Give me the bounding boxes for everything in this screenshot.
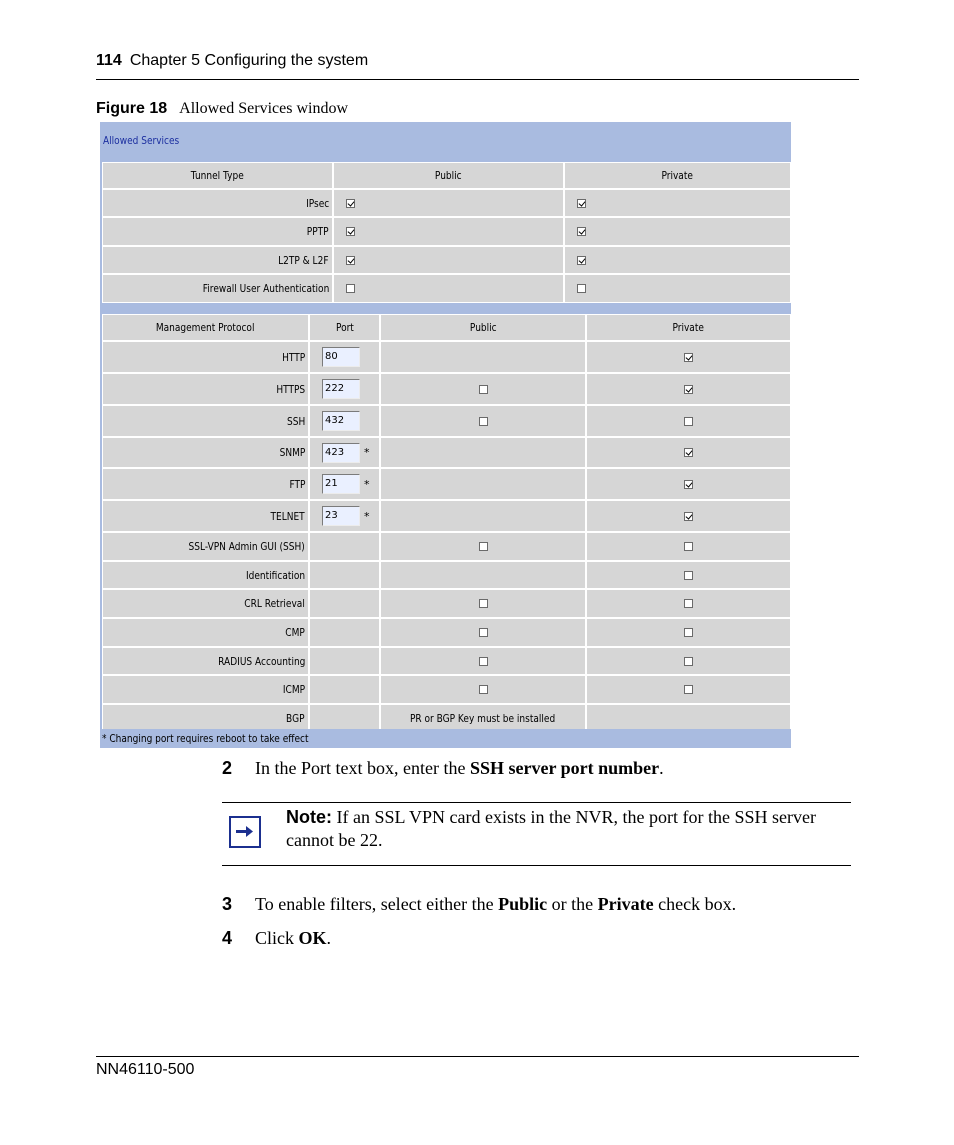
protocol-public-cell[interactable]	[380, 618, 586, 647]
protocol-name: RADIUS Accounting	[217, 654, 305, 668]
step-text-post: check box.	[653, 894, 737, 914]
tunnel-private-checkbox[interactable]	[577, 256, 586, 265]
figure-caption-text: Allowed Services window	[179, 100, 348, 117]
port-cell	[309, 561, 380, 589]
protocol-private-cell	[586, 704, 791, 732]
protocol-row-label	[102, 561, 309, 589]
column-header: Private	[661, 169, 694, 182]
tunnel-type-name: Firewall User Authentication	[202, 282, 329, 295]
protocol-public-checkbox[interactable]	[479, 657, 488, 666]
column-header: Public	[435, 169, 462, 182]
protocol-name: FTP	[289, 477, 305, 491]
protocol-name: CMP	[285, 626, 305, 639]
port-cell	[309, 618, 380, 647]
port-input[interactable]: 80	[322, 347, 360, 367]
port-field-wrapper	[310, 347, 360, 367]
document-number: NN46110-500	[96, 1061, 195, 1078]
column-header: Management Protocol	[156, 321, 255, 334]
tunnel-public-checkbox[interactable]	[346, 227, 355, 236]
step-4	[222, 928, 822, 952]
protocol-name: CRL Retrieval	[244, 597, 305, 610]
tunnel-public-cell[interactable]	[333, 246, 564, 274]
protocol-name: TELNET	[270, 509, 305, 523]
reboot-required-marker: *	[364, 477, 370, 491]
tunnel-private-cell[interactable]	[564, 217, 791, 246]
step-text-bold: OK	[298, 928, 327, 948]
protocol-name: HTTPS	[276, 382, 305, 396]
protocol-private-checkbox[interactable]	[684, 480, 693, 489]
note-text	[286, 806, 846, 852]
note-top-rule	[222, 802, 851, 803]
step-number: 3	[222, 894, 233, 914]
footer-rule	[96, 1056, 859, 1057]
management-header-1	[309, 314, 380, 341]
management-header-3	[586, 314, 791, 341]
allowed-services-window	[100, 122, 791, 748]
protocol-private-cell[interactable]	[586, 589, 791, 618]
protocol-private-cell[interactable]	[586, 405, 791, 437]
step-3	[222, 894, 822, 918]
tunnel-public-checkbox[interactable]	[346, 199, 355, 208]
protocol-name: SNMP	[279, 446, 305, 459]
port-cell[interactable]	[309, 468, 380, 500]
protocol-private-checkbox[interactable]	[684, 657, 693, 666]
protocol-name: SSH	[286, 414, 305, 428]
step-text-bold-public: Public	[498, 894, 548, 914]
protocol-private-checkbox[interactable]	[684, 448, 693, 457]
tunnel-row-label	[102, 217, 333, 246]
protocol-private-cell[interactable]	[586, 561, 791, 589]
protocol-private-cell[interactable]	[586, 618, 791, 647]
step-text	[255, 758, 664, 779]
port-input[interactable]: 423	[322, 443, 360, 463]
port-cell	[309, 532, 380, 561]
protocol-row-label	[102, 500, 309, 532]
window-title: Allowed Services	[103, 134, 180, 147]
protocol-private-checkbox[interactable]	[684, 685, 693, 694]
step-text-post: .	[326, 928, 332, 948]
footnote-bar	[100, 729, 791, 748]
window-title-bar	[100, 122, 791, 162]
port-input[interactable]: 21	[322, 474, 360, 494]
step-2	[222, 758, 822, 782]
bgp-requirement-note: PR or BGP Key must be installed	[410, 711, 556, 725]
protocol-public-cell	[380, 704, 586, 732]
tunnel-header-1	[333, 162, 564, 189]
protocol-public-cell[interactable]	[380, 405, 586, 437]
tunnel-type-name: PPTP	[307, 225, 329, 238]
chapter-title: Chapter 5 Configuring the system	[129, 52, 369, 69]
tunnel-row-label	[102, 274, 333, 303]
arrow-right-icon	[229, 816, 261, 848]
tunnel-row-label	[102, 246, 333, 274]
port-input[interactable]: 23	[322, 506, 360, 526]
port-field-wrapper	[310, 379, 360, 399]
step-number: 2	[222, 758, 233, 778]
protocol-name: HTTP	[281, 350, 305, 364]
protocol-public-checkbox[interactable]	[479, 685, 488, 694]
tunnel-public-checkbox[interactable]	[346, 256, 355, 265]
tunnel-type-name: L2TP & L2F	[278, 253, 329, 267]
protocol-row-label	[102, 618, 309, 647]
step-number: 4	[222, 928, 233, 948]
tunnel-private-checkbox[interactable]	[577, 284, 586, 293]
note-body: If an SSL VPN card exists in the NVR, the port for the SSH server cannot be 22.	[286, 807, 816, 850]
protocol-public-cell[interactable]	[380, 589, 586, 618]
tunnel-private-cell[interactable]	[564, 189, 791, 217]
port-field-wrapper	[310, 474, 370, 494]
protocol-public-cell	[380, 437, 586, 468]
protocol-row-label	[102, 373, 309, 405]
protocol-public-cell	[380, 500, 586, 532]
protocol-private-cell[interactable]	[586, 437, 791, 468]
protocol-public-cell[interactable]	[380, 373, 586, 405]
column-header: Private	[672, 321, 705, 334]
figure-caption	[96, 100, 348, 118]
port-cell[interactable]	[309, 405, 380, 437]
protocol-private-cell[interactable]	[586, 647, 791, 675]
protocol-private-cell[interactable]	[586, 675, 791, 704]
protocol-row-label	[102, 405, 309, 437]
running-header	[96, 52, 368, 70]
port-input[interactable]: 432	[322, 411, 360, 431]
footnote-text: * Changing port requires reboot to take effect	[102, 732, 309, 745]
protocol-name: Identification	[245, 568, 305, 582]
protocol-public-cell[interactable]	[380, 532, 586, 561]
tunnel-private-cell[interactable]	[564, 274, 791, 303]
reboot-required-marker: *	[364, 446, 370, 459]
protocol-name: ICMP	[282, 683, 305, 696]
protocol-public-cell[interactable]	[380, 675, 586, 704]
port-field-wrapper	[310, 411, 360, 431]
protocol-row-label	[102, 437, 309, 468]
port-input[interactable]: 222	[322, 379, 360, 399]
note-bottom-rule	[222, 865, 851, 866]
tunnel-type-name: IPsec	[305, 196, 329, 210]
protocol-name: SSL-VPN Admin GUI (SSH)	[188, 540, 305, 553]
protocol-public-cell	[380, 468, 586, 500]
port-field-wrapper	[310, 443, 370, 463]
protocol-row-label	[102, 532, 309, 561]
protocol-private-checkbox[interactable]	[684, 571, 693, 580]
tunnel-header-2	[564, 162, 791, 189]
management-header-0	[102, 314, 309, 341]
port-cell	[309, 589, 380, 618]
step-text-post: .	[659, 758, 664, 778]
protocol-public-checkbox[interactable]	[479, 628, 488, 637]
protocol-name: BGP	[286, 711, 305, 725]
port-cell	[309, 647, 380, 675]
protocol-public-checkbox[interactable]	[479, 599, 488, 608]
protocol-public-cell	[380, 341, 586, 373]
port-field-wrapper	[310, 506, 370, 526]
port-cell[interactable]	[309, 437, 380, 468]
protocol-private-checkbox[interactable]	[684, 512, 693, 521]
step-text	[255, 928, 331, 949]
protocol-row-label	[102, 704, 309, 732]
protocol-private-cell[interactable]	[586, 532, 791, 561]
protocol-private-checkbox[interactable]	[684, 599, 693, 608]
tunnel-public-checkbox[interactable]	[346, 284, 355, 293]
protocol-row-label	[102, 675, 309, 704]
tunnel-public-cell[interactable]	[333, 217, 564, 246]
port-cell[interactable]	[309, 500, 380, 532]
step-text-pre: In the Port text box, enter the	[255, 758, 470, 778]
protocol-row-label	[102, 647, 309, 675]
page-number: 114	[96, 52, 122, 69]
tunnel-public-cell[interactable]	[333, 274, 564, 303]
management-header-2	[380, 314, 586, 341]
protocol-private-checkbox[interactable]	[684, 628, 693, 637]
port-cell	[309, 704, 380, 732]
protocol-private-cell[interactable]	[586, 500, 791, 532]
protocol-row-label	[102, 341, 309, 373]
protocol-public-checkbox[interactable]	[479, 542, 488, 551]
step-text-mid: or the	[547, 894, 598, 914]
protocol-private-checkbox[interactable]	[684, 542, 693, 551]
step-text-pre: To enable filters, select either the	[255, 894, 499, 914]
step-text-bold-private: Private	[597, 894, 654, 914]
tunnel-header-0	[102, 162, 333, 189]
port-cell[interactable]	[309, 373, 380, 405]
protocol-private-checkbox[interactable]	[684, 417, 693, 426]
protocol-private-checkbox[interactable]	[684, 385, 693, 394]
protocol-row-label	[102, 468, 309, 500]
tunnel-private-checkbox[interactable]	[577, 199, 586, 208]
protocol-public-checkbox[interactable]	[479, 417, 488, 426]
protocol-private-cell[interactable]	[586, 341, 791, 373]
protocol-private-cell[interactable]	[586, 373, 791, 405]
step-text-bold: SSH server port number	[469, 758, 660, 778]
protocol-row-label	[102, 589, 309, 618]
protocol-private-cell[interactable]	[586, 468, 791, 500]
tunnel-private-checkbox[interactable]	[577, 227, 586, 236]
tunnel-private-cell[interactable]	[564, 246, 791, 274]
header-rule	[96, 79, 859, 80]
column-header: Public	[469, 321, 497, 334]
port-cell[interactable]	[309, 341, 380, 373]
protocol-private-checkbox[interactable]	[684, 353, 693, 362]
figure-label: Figure 18	[96, 100, 168, 117]
port-cell	[309, 675, 380, 704]
tunnel-public-cell[interactable]	[333, 189, 564, 217]
note-label: Note:	[286, 807, 332, 827]
step-text	[255, 894, 736, 915]
reboot-required-marker: *	[364, 509, 370, 523]
tunnel-row-label	[102, 189, 333, 217]
protocol-public-checkbox[interactable]	[479, 385, 488, 394]
column-header: Port	[335, 321, 354, 334]
step-text-pre: Click	[255, 928, 299, 948]
protocol-public-cell	[380, 561, 586, 589]
column-header: Tunnel Type	[191, 169, 244, 182]
protocol-public-cell[interactable]	[380, 647, 586, 675]
